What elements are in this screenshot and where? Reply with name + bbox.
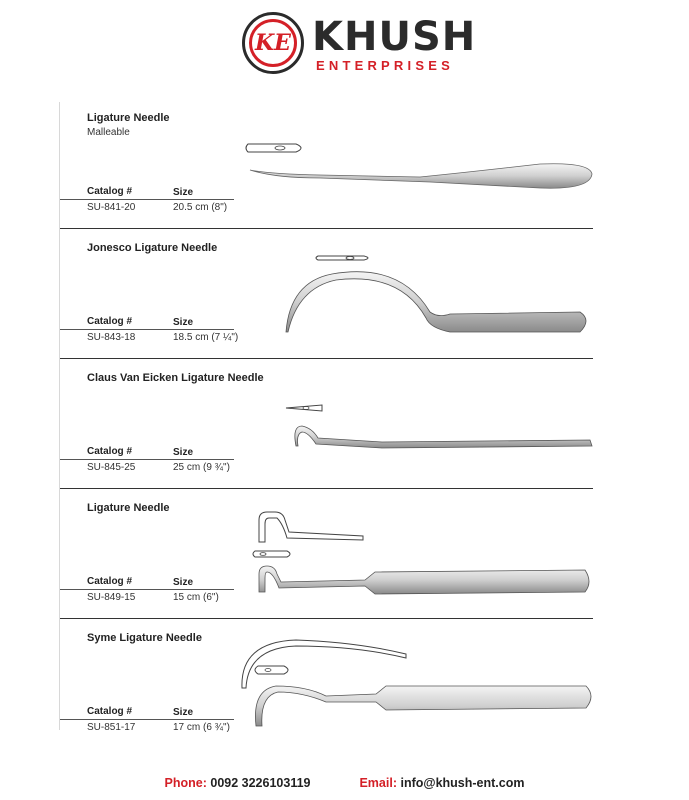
product-title: Ligature Needle (87, 112, 170, 124)
claus-van-eicken-needle-illustration (282, 396, 602, 456)
section-divider (60, 488, 593, 489)
catalog-number: SU-849-15 (87, 592, 136, 603)
catalog-header: Catalog # (87, 316, 133, 327)
size-value: 15 cm (6") (173, 592, 219, 603)
size-value: 18.5 cm (7 ¼") (173, 332, 239, 343)
jonesco-ligature-needle-illustration (280, 248, 600, 338)
product-title: Ligature Needle (87, 502, 170, 514)
phone-number[interactable]: 0092 3226103119 (210, 776, 311, 790)
size-header: Size (173, 577, 194, 588)
section-divider (60, 618, 593, 619)
logo-monogram: KE (249, 19, 297, 67)
product-title: Jonesco Ligature Needle (87, 242, 218, 254)
header-rule (60, 329, 234, 330)
brand-name: KHUSH (312, 14, 477, 60)
product-subtitle: Malleable (87, 127, 130, 138)
product-title: Claus Van Eicken Ligature Needle (87, 372, 264, 384)
size-header: Size (173, 317, 194, 328)
header-rule (60, 719, 234, 720)
catalog-header: Catalog # (87, 186, 133, 197)
header-rule (60, 589, 234, 590)
catalog-number: SU-843-18 (87, 332, 136, 343)
size-value: 17 cm (6 ¾") (173, 722, 230, 733)
catalog-number: SU-841-20 (87, 202, 136, 213)
size-header: Size (173, 707, 194, 718)
section-divider (60, 358, 593, 359)
section-divider (60, 228, 593, 229)
catalog-header: Catalog # (87, 576, 133, 587)
size-header: Size (173, 447, 194, 458)
catalog-number: SU-851-17 (87, 722, 136, 733)
brand-tagline: ENTERPRISES (316, 58, 454, 73)
catalog-header: Catalog # (87, 706, 133, 717)
header-rule (60, 199, 234, 200)
size-value: 20.5 cm (8") (173, 202, 228, 213)
ligature-needle-illustration (245, 506, 600, 602)
catalog-number: SU-845-25 (87, 462, 136, 473)
product-title: Syme Ligature Needle (87, 632, 202, 644)
brand-logo (240, 12, 477, 80)
left-margin-rule (59, 102, 60, 730)
contact-footer (0, 776, 689, 790)
size-value: 25 cm (9 ¾") (173, 462, 230, 473)
phone-label: Phone: (164, 776, 207, 790)
email-address[interactable]: info@khush-ent.com (400, 776, 525, 790)
header-rule (60, 459, 234, 460)
size-header: Size (173, 187, 194, 198)
ligature-needle-malleable-illustration (240, 134, 600, 194)
syme-ligature-needle-illustration (236, 634, 601, 734)
catalog-header: Catalog # (87, 446, 133, 457)
email-label: Email: (359, 776, 397, 790)
logo-emblem (242, 12, 304, 74)
